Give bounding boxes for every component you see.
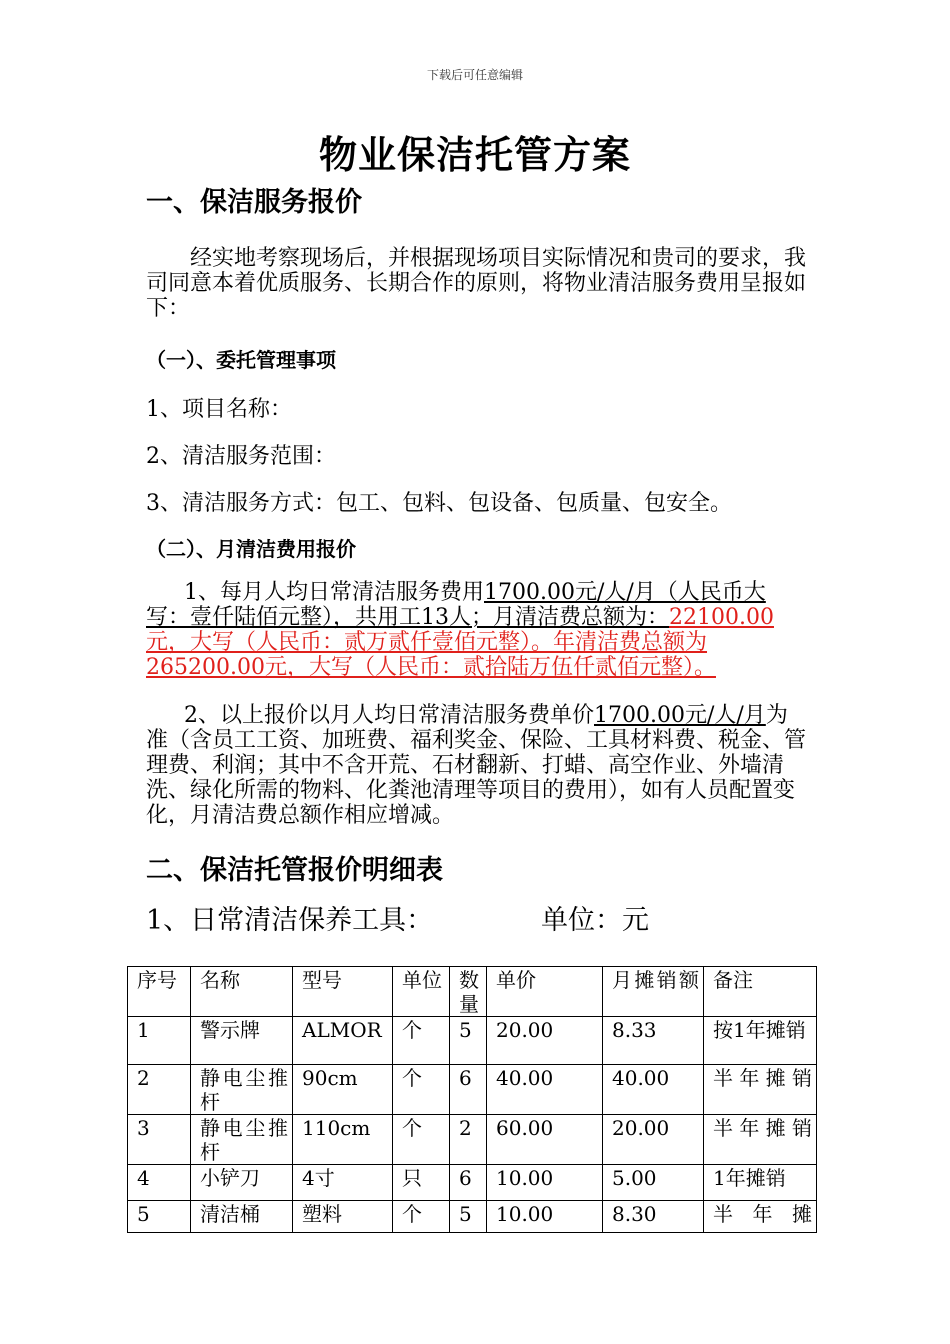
cell-qty: 5: [450, 1017, 487, 1065]
fee-paragraph-1: [146, 580, 806, 680]
cell-amort: 40.00: [603, 1065, 704, 1115]
header-cell: 备注: [704, 967, 817, 1017]
cell-price: 10.00: [487, 1201, 603, 1233]
table-row: [128, 1065, 817, 1115]
cell-index: 2: [128, 1065, 191, 1115]
cell-unit: 个: [393, 1065, 450, 1115]
header-note: 下载后可任意编辑: [426, 68, 523, 82]
tools-table: [127, 966, 817, 1233]
cell-price: 40.00: [487, 1065, 603, 1115]
header-cell: 单位: [393, 967, 450, 1017]
cell-qty: 6: [450, 1065, 487, 1115]
cell-name: 静电尘推杆: [191, 1115, 293, 1165]
cell-price: 60.00: [487, 1115, 603, 1165]
cell-price: 20.00: [487, 1017, 603, 1065]
cell-price: 10.00: [487, 1165, 603, 1201]
fee-p1-underline: 1700.00元/人/月（人民币大写：壹仟陆佰元整），共用工13人；月清洁费总额为：: [146, 580, 766, 630]
header-cell: 月摊销额: [603, 967, 704, 1017]
cell-model: 4寸: [293, 1165, 393, 1201]
header-cell: 型号: [293, 967, 393, 1017]
cell-index: 1: [128, 1017, 191, 1065]
cell-unit: 个: [393, 1201, 450, 1233]
cell-model: 110cm: [293, 1115, 393, 1165]
cell-note: 1年摊销: [704, 1165, 817, 1201]
table-row: [128, 1165, 817, 1201]
table-title: 1、日常清洁保养工具：: [146, 905, 434, 936]
item-service-scope: 2、清洁服务范围：: [146, 444, 336, 469]
cell-model: 90cm: [293, 1065, 393, 1115]
section2-heading: 二、保洁托管报价明细表: [146, 855, 443, 886]
cell-note: 半年摊: [704, 1201, 817, 1233]
fee-paragraph-2: [146, 703, 806, 828]
fee-p2-prefix: 2、以上报价以月人均日常清洁服务费单价: [184, 703, 594, 728]
table-row: [128, 1115, 817, 1165]
section1-heading: 一、保洁服务报价: [146, 187, 362, 218]
header-cell: 单价: [487, 967, 603, 1017]
cell-note: 半年摊销: [704, 1115, 817, 1165]
table-row: [128, 1201, 817, 1233]
fee-p2-rest: 为准（含员工工资、加班费、福利奖金、保险、工具材料费、税金、管理费、利润；其中不含开荒、石材翻新、打蜡、高空作业、外墙清洗、绿化所需的物料、化粪池清理等项目的费用），如有人员配置变化，月清洁费总额作相应增减。: [146, 703, 807, 828]
cell-qty: 6: [450, 1165, 487, 1201]
cell-index: 3: [128, 1115, 191, 1165]
table-header-row: [128, 967, 817, 1017]
cell-index: 4: [128, 1165, 191, 1201]
cell-unit: 个: [393, 1017, 450, 1065]
cell-name: 小铲刀: [191, 1165, 293, 1201]
section1-intro: 经实地考察现场后，并根据现场项目实际情况和贵司的要求，我司同意本着优质服务、长期合作的原则，将物业清洁服务费用呈报如下：: [146, 246, 807, 321]
cell-unit: 只: [393, 1165, 450, 1201]
cell-name: 静电尘推杆: [191, 1065, 293, 1115]
cell-amort: 8.30: [603, 1201, 704, 1233]
cell-qty: 2: [450, 1115, 487, 1165]
item-service-mode: 3、清洁服务方式：包工、包料、包设备、包质量、包安全。: [146, 491, 732, 516]
header-cell: 数量: [450, 967, 487, 1017]
table-row: [128, 1017, 817, 1065]
cell-amort: 5.00: [603, 1165, 704, 1201]
cell-model: 塑料: [293, 1201, 393, 1233]
cell-amort: 20.00: [603, 1115, 704, 1165]
cell-unit: 个: [393, 1115, 450, 1165]
header-cell: 序号: [128, 967, 191, 1017]
fee-p1-red: 22100.00元，大写（人民币：贰万贰仟壹佰元整）。年清洁费总额为265200.00元，大写（人民币：贰拾陆万伍仟贰佰元整）。: [146, 605, 774, 680]
cell-amort: 8.33: [603, 1017, 704, 1065]
cell-model: ALMOR: [293, 1017, 393, 1065]
unit-label: 单位：元: [541, 905, 649, 936]
sub1-heading: （一）、委托管理事项: [146, 348, 336, 372]
header-cell: 名称: [191, 967, 293, 1017]
cell-index: 5: [128, 1201, 191, 1233]
item-project-name: 1、项目名称：: [146, 397, 292, 422]
cell-note: 半年摊销: [704, 1065, 817, 1115]
fee-p1-prefix: 1、每月人均日常清洁服务费用: [184, 580, 484, 605]
sub2-heading: （二）、月清洁费用报价: [146, 537, 356, 561]
cell-name: 清洁桶: [191, 1201, 293, 1233]
cell-name: 警示牌: [191, 1017, 293, 1065]
cell-note: 按1年摊销: [704, 1017, 817, 1065]
cell-qty: 5: [450, 1201, 487, 1233]
document-title: 物业保洁托管方案: [318, 132, 631, 177]
fee-p2-underline: 1700.00元/人/月: [594, 703, 766, 728]
